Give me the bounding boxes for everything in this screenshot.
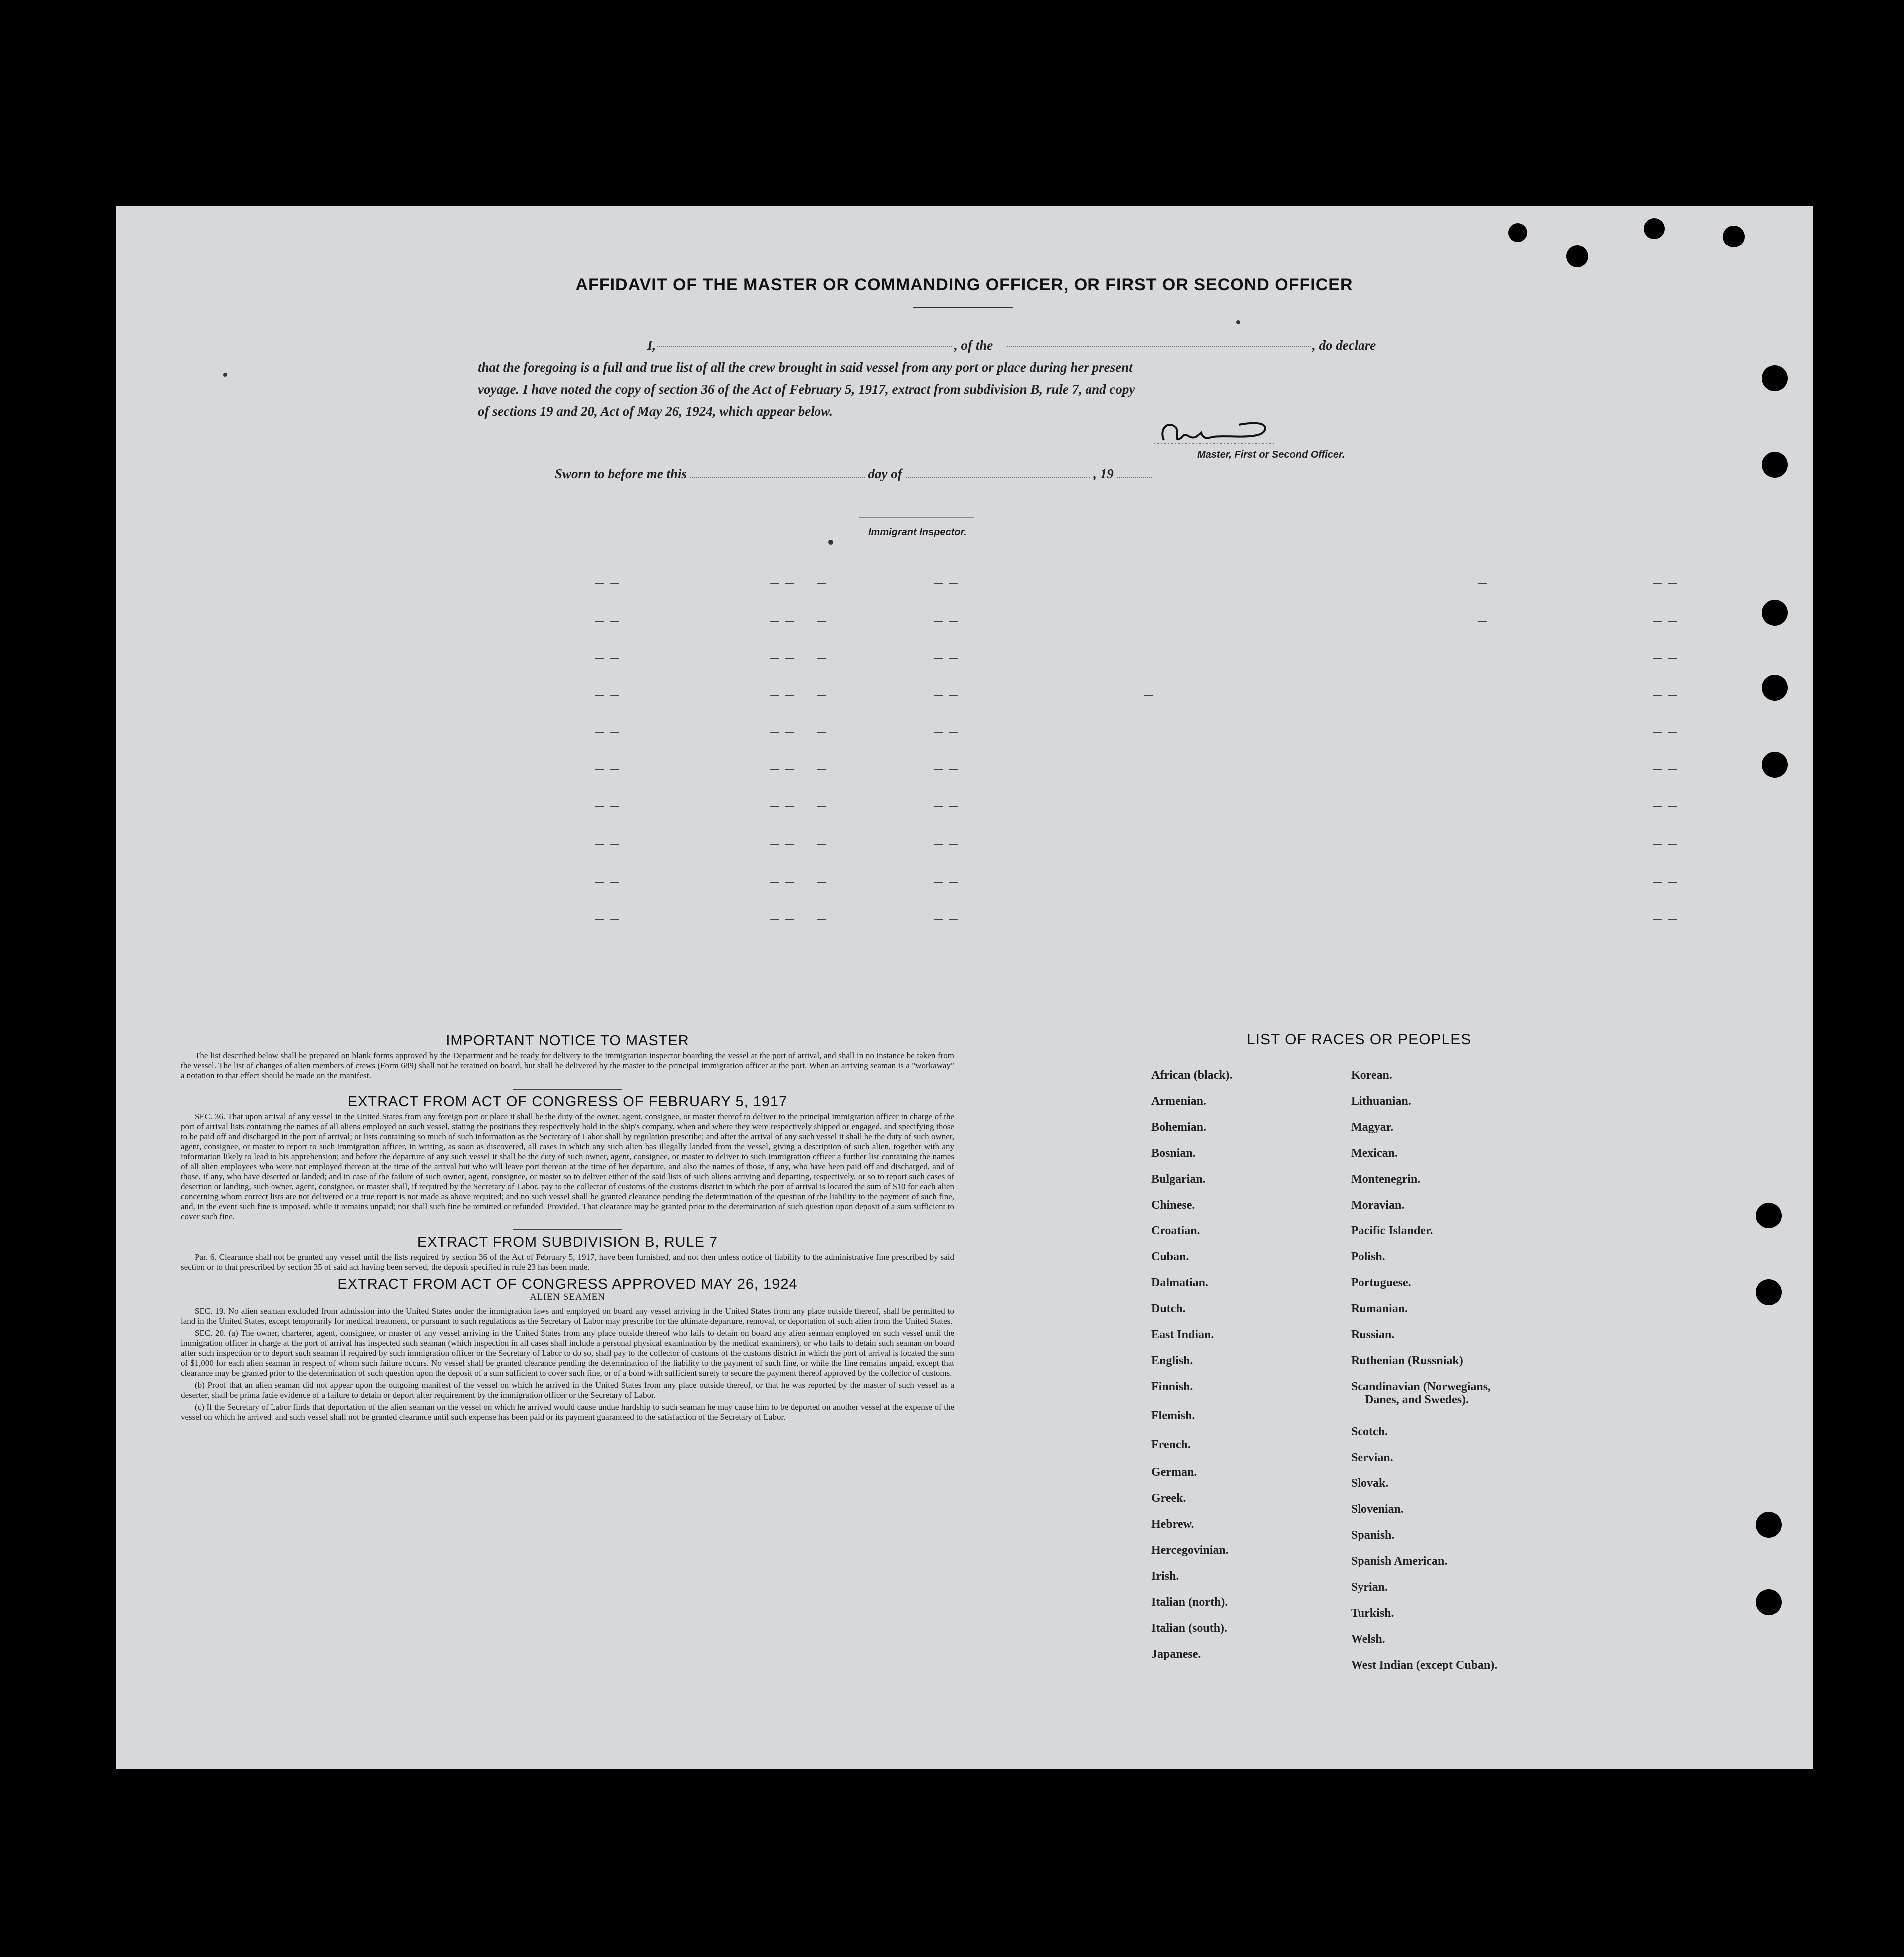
extract-1917-title: EXTRACT FROM ACT OF CONGRESS OF FEBRUARY 5, 1917 (347, 1094, 788, 1110)
punch-hole (1762, 675, 1788, 701)
race-item: Irish. (1151, 1570, 1179, 1583)
punch-hole (1762, 452, 1788, 478)
notice-title: IMPORTANT NOTICE TO MASTER (446, 1033, 689, 1049)
punch-hole (1756, 1279, 1782, 1305)
inspector-label: Immigrant Inspector. (868, 527, 967, 538)
race-item: Magyar. (1351, 1121, 1394, 1134)
races-column-1 (1151, 1069, 1361, 1674)
speck (1236, 320, 1240, 324)
race-item: Turkish. (1351, 1607, 1394, 1620)
speck (223, 373, 227, 377)
races-title: LIST OF RACES OR PEOPLES (1247, 1031, 1472, 1048)
punch-hole (1756, 1589, 1782, 1615)
race-item: Russian. (1351, 1328, 1395, 1341)
race-item: Hebrew. (1151, 1518, 1194, 1531)
race-item: French. (1151, 1438, 1191, 1451)
race-item: Slovak. (1351, 1477, 1389, 1490)
decl-line-4: of sections 19 and 20, Act of May 26, 1924, which appear below. (478, 404, 833, 419)
race-item: Scandinavian (Norwegians, (1351, 1380, 1491, 1393)
legal-notices-column (181, 1029, 954, 1424)
race-item: Spanish. (1351, 1529, 1395, 1542)
race-item: Bohemian. (1151, 1121, 1207, 1134)
decl-i: I, (647, 338, 656, 353)
extract-1917-text: SEC. 36. That upon arrival of any vessel in the United States from any foreign port or place it shall be the duty of the owner, agent, consignee, or master thereof to deliver to the principal immigration officer in charge of the port of arrival lists containing the names of all aliens employed on such vessel, stating the positions they respectively hold in the ship's company, when and where they were respectively shipped or engaged, and specifying those to be paid off and discharged in the port of arrival; or lists containing so much of such information as the Secretary of Labor shall by regulation prescribe; and after the arrival of any such vessel it shall be the duty of such owner, agent, consignee, or master to report to such immigration officer, in writing, as soon as discovered, all cases in which any such alien has illegally landed from the vessel, giving a description of such alien, together with any information likely to lead to his apprehension; and before the departure of any such vessel it shall be the duty of such owner, agent, consignee, or master to deliver to such immigration officer a further list containing the names of all alien employees who were not employed thereon at the time of the arrival but who will leave port thereon at the time of her departure, and also the names of those, if any, who have been paid off and discharged, and of those, if any, who have deserted or landed; and in case of the failure of such owner, agent, consignee, or master so to deliver either of the said lists of such aliens arriving and departing, respectively, or so to report such cases of desertion or landing, such owner, agent, consignee, or master shall, if required by the Secretary of Labor, pay to the collector of customs of the customs district in which the port of arrival is located the sum of $10 for each alien concerning whom correct lists are not delivered or a true report is not made as above required; and no such vessel shall be granted clearance pending the determination of the question of the liability to the payment of such fine, and, in the event such fine is imposed, while it remains unpaid; nor shall such fine be remitted or refunded: Provided, That clearance may be granted prior to the determination of such question upon deposit of a sum sufficient to cover such fine. (181, 1112, 954, 1221)
race-item: African (black). (1151, 1069, 1233, 1082)
race-item: Pacific Islander. (1351, 1224, 1433, 1237)
race-item: German. (1151, 1466, 1197, 1479)
race-item: Polish. (1351, 1250, 1385, 1263)
race-item: Korean. (1351, 1069, 1392, 1082)
speck (828, 540, 833, 545)
race-item: Scotch. (1351, 1425, 1388, 1438)
master-signature (1154, 413, 1274, 453)
race-item: Dutch. (1151, 1302, 1186, 1315)
race-item: Ruthenian (Russniak) (1351, 1354, 1463, 1367)
extract-1924-sec20a: SEC. 20. (a) The owner, charterer, agent, consignee, or master of any vessel arriving in the United States from any place outside thereof who fails to detain on board any alien seaman employed on such vessel until the immigration officer in charge at the port of arrival has inspected such seaman (which inspection in all cases shall include a personal physical examination by the medical examiners), or who fails to detain such seaman on board after such inspection or to deport such seaman if required by such immigration officer or the Secretary of Labor to do so, shall pay to the collector of customs of the customs district in which the port of arrival is located the sum of $1,000 for each alien seaman in respect of whom such failure occurs. No vessel shall be granted clearance pending the determination of the liability to the payment of such fine, or while the fine remains unpaid, except that clearance may be granted prior to the determination of such question upon the deposit of a sum sufficient to cover such fine, or of a bond with sufficient surety to secure the payment thereof approved by the collector of customs. (181, 1328, 954, 1378)
divider (513, 1229, 622, 1230)
decl-line-2: that the foregoing is a full and true list of all the crew brought in said vessel from any port or place during her present (478, 360, 1133, 375)
extract-1924-sec20b: (b) Proof that an alien seaman did not appear upon the outgoing manifest of the vessel on which he arrived in the United States from any place outside thereof, or that he was reported by the master of such vessel as a deserter, shall be prima facie evidence of a failure to detain or deport after requirement by the immigration officer or the Secretary of Labor. (181, 1380, 954, 1400)
race-item: Armenian. (1151, 1095, 1206, 1108)
inspector-line (859, 517, 974, 518)
punch-hole (1756, 1203, 1782, 1228)
divider (513, 1089, 622, 1090)
ink-blot (1566, 245, 1588, 267)
race-item: Rumanian. (1351, 1302, 1408, 1315)
punch-hole (1756, 1512, 1782, 1538)
sworn-prefix: Sworn to before me this (555, 466, 687, 481)
extract-1924-sec20c: (c) If the Secretary of Labor finds that deportation of the alien seaman on the vessel on which he arrived would cause undue hardship to such seaman he may cause him to be deported on another vessel at the expense of the vessel on which he arrived, and such vessel shall not be granted clearance until such expense has been paid or its payment guaranteed to the satisfaction of the Secretary of Labor. (181, 1402, 954, 1422)
punch-hole (1762, 752, 1788, 778)
notice-text: The list described below shall be prepared on blank forms approved by the Department and be ready for delivery to the immigration inspector boarding the vessel at the port of arrival, and shall in no instance be taken from the vessel. The list of changes of alien members of crews (Form 689) shall not be retained on board, but shall be delivered by the master to the principal immigration officer at the port. When an arriving seaman is a "workaway" a notation to that effect should be made on the manifest. (181, 1051, 954, 1080)
punch-hole (1762, 600, 1788, 626)
race-item: Lithuanian. (1351, 1095, 1411, 1108)
race-item: Chinese. (1151, 1199, 1195, 1212)
race-item: Portuguese. (1351, 1276, 1411, 1289)
extract-1924-title: EXTRACT FROM ACT OF CONGRESS APPROVED MAY 26, 1924 (337, 1276, 798, 1292)
race-item: Greek. (1151, 1492, 1186, 1505)
race-item: Finnish. (1151, 1380, 1193, 1393)
race-item: Japanese. (1151, 1648, 1201, 1661)
name-blank (657, 334, 952, 347)
race-item: English. (1151, 1354, 1193, 1367)
affidavit-title: AFFIDAVIT OF THE MASTER OR COMMANDING OFFICER, OR FIRST OR SECOND OFFICER (575, 275, 1353, 294)
sworn-day-blank (690, 465, 865, 478)
race-item: Flemish. (1151, 1409, 1195, 1422)
race-item: Italian (south). (1151, 1622, 1228, 1635)
race-item: Spanish American. (1351, 1555, 1448, 1568)
race-item: Danes, and Swedes). (1365, 1393, 1469, 1406)
race-item: Slovenian. (1351, 1503, 1404, 1516)
vessel-blank (1007, 334, 1311, 347)
decl-line-3: voyage. I have noted the copy of section 36 of the Act of February 5, 1917, extract from subdivision B, rule 7, and copy (478, 382, 1135, 397)
decl-of-the: , of the (954, 338, 993, 353)
race-item: Welsh. (1351, 1633, 1385, 1646)
signature-label: Master, First or Second Officer. (1197, 449, 1345, 460)
race-item: Italian (north). (1151, 1596, 1228, 1609)
race-item: Croatian. (1151, 1224, 1200, 1237)
title-underline (913, 307, 1013, 308)
race-item: Cuban. (1151, 1250, 1189, 1263)
sworn-year-blank (1117, 465, 1152, 478)
race-item: Montenegrin. (1351, 1173, 1421, 1186)
extract-rule7-text: Par. 6. Clearance shall not be granted any vessel until the lists required by section 36 of the Act of February 5, 1917, have been furnished, and not then unless notice of liability to the administrative fine prescribed by said section or to that prescribed by section 35 of said act having been served, the deposit specified in rule 23 has been made. (181, 1252, 954, 1272)
race-item: Mexican. (1351, 1147, 1398, 1160)
ink-blot (1723, 226, 1745, 247)
sworn-line (555, 465, 1152, 482)
document-page (116, 206, 1813, 1769)
extract-rule7-title: EXTRACT FROM SUBDIVISION B, RULE 7 (417, 1234, 718, 1250)
race-item: Bosnian. (1151, 1147, 1196, 1160)
race-item: West Indian (except Cuban). (1351, 1659, 1498, 1672)
punch-hole (1762, 365, 1788, 391)
races-column-2 (1351, 1069, 1601, 1685)
extract-1924-sec19: SEC. 19. No alien seaman excluded from admission into the United States under the immigration laws and employed on board any vessel arriving in the United States from any place outside thereof, shall be permitted to land in the United States, except temporarily for medical treatment, or pursuant to such regulations as the Secretary of Labor may prescribe for the ultimate departure, removal, or deportation of such alien from the United States. (181, 1306, 954, 1326)
race-item: East Indian. (1151, 1328, 1214, 1341)
extract-1924-subtitle: ALIEN SEAMEN (530, 1292, 605, 1302)
race-item: Bulgarian. (1151, 1173, 1206, 1186)
sworn-day: day of (868, 466, 902, 481)
race-item: Dalmatian. (1151, 1276, 1208, 1289)
race-item: Hercegovinian. (1151, 1544, 1229, 1557)
sworn-month-blank (906, 465, 1090, 478)
ink-blot (1644, 218, 1665, 239)
race-item: Servian. (1351, 1451, 1393, 1464)
ink-blot (1508, 223, 1527, 242)
sworn-year: , 19 (1093, 466, 1114, 481)
race-item: Moravian. (1351, 1199, 1405, 1212)
decl-do-declare: , do declare (1312, 338, 1376, 353)
race-item: Syrian. (1351, 1581, 1388, 1594)
declaration-block (478, 334, 1426, 422)
